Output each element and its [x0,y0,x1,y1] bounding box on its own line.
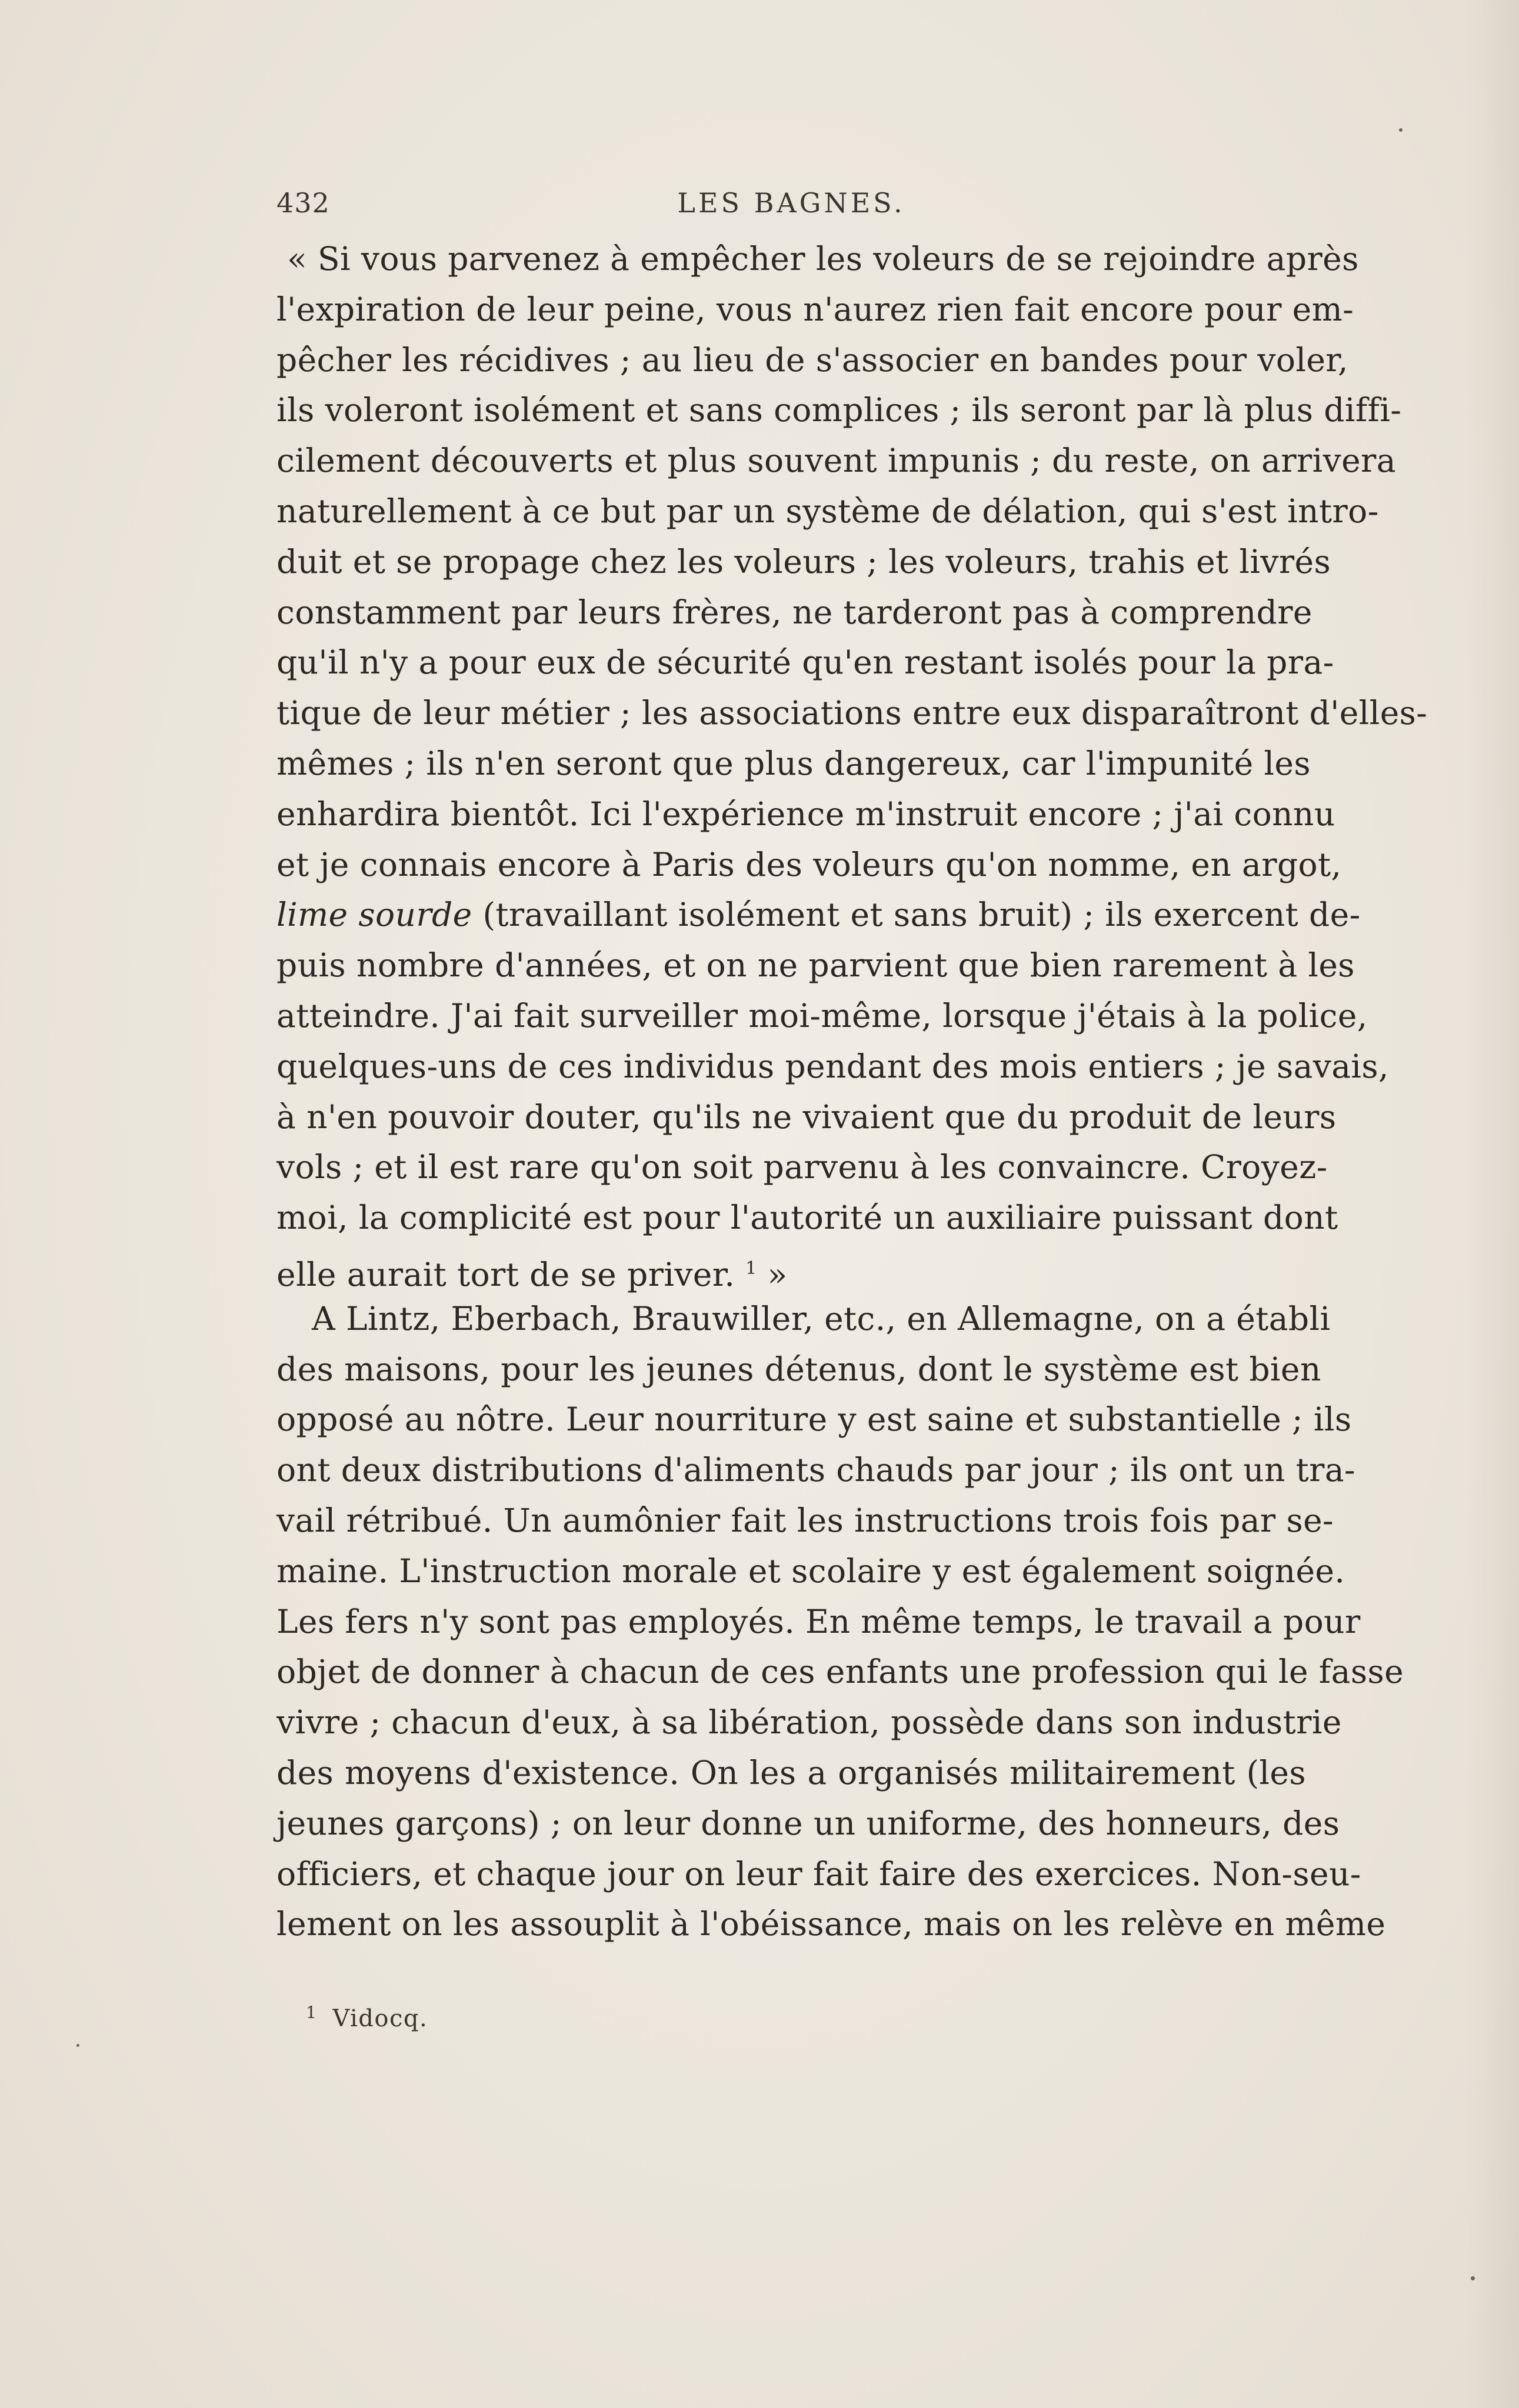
text-line: lement on les assouplit à l'obéissance, mais on les relève en même [277,1905,1386,1943]
text-line: vols ; et il est rare qu'on soit parvenu à les convaincre. Croyez- [277,1148,1328,1186]
paper-speck [1471,2276,1475,2280]
text-line: Les fers n'y sont pas employés. En même temps, le travail a pour [277,1602,1361,1640]
paper-speck [76,2044,79,2047]
text-line-remainder: (travaillant isolément et sans bruit) ; ils exercent de- [482,896,1361,934]
italic-phrase: lime sourde [277,896,472,934]
text-line: cilement découverts et plus souvent impunis ; du reste, on arrivera [277,442,1396,480]
running-head [277,187,1306,228]
running-title: LES BAGNES. [677,187,905,219]
text-line-last [277,1243,1306,1294]
text-line: qu'il n'y a pour eux de sécurité qu'en restant isolés pour la pra- [277,643,1334,682]
text-line: enhardira bientôt. Ici l'expérience m'instruit encore ; j'ai connu [277,795,1335,833]
footnote-mark: 1 [306,2003,318,2022]
text-line: « Si vous parvenez à empêcher les voleurs de se rejoindre après [287,240,1359,278]
text-line: objet de donner à chacun de ces enfants une profession qui le fasse [277,1653,1404,1691]
text-line: maine. L'instruction morale et scolaire y est également soignée. [277,1552,1345,1590]
text-line: officiers, et chaque jour on leur fait faire des exercices. Non-seu- [277,1855,1361,1893]
footnote [306,2003,428,2032]
page-edge-shadow [1466,0,1519,2408]
text-line: des maisons, pour les jeunes détenus, dont le système est bien [277,1350,1321,1388]
text-line: jeunes garçons) ; on leur donne un uniforme, des honneurs, des [277,1804,1340,1842]
text-line: constamment par leurs frères, ne tarderont pas à comprendre [277,593,1313,631]
paper-speck [1399,128,1403,132]
text-line: puis nombre d'années, et on ne parvient que bien rarement à les [277,946,1355,985]
text-line: moi, la complicité est pour l'autorité un auxiliaire puissant dont [277,1199,1338,1237]
text-line: des moyens d'existence. On les a organisés militairement (les [277,1753,1306,1792]
text-line: naturellement à ce but par un système de délation, qui s'est intro- [277,492,1379,530]
text-line: A Lintz, Eberbach, Brauwiller, etc., en Allemagne, on a établi [312,1299,1331,1338]
text-line: vivre ; chacun d'eux, à sa libération, possède dans son industrie [277,1703,1342,1742]
text-line: quelques-uns de ces individus pendant des mois entiers ; je savais, [277,1047,1389,1085]
body-text [277,234,1428,1950]
text-line-with-italic [277,890,1361,940]
text-line: duit et se propage chez les voleurs ; les voleurs, trahis et livrés [277,542,1331,581]
text-line: mêmes ; ils n'en seront que plus dangereux, car l'impunité les [277,744,1311,782]
text-line: ont deux distributions d'aliments chauds par jour ; ils ont un tra- [277,1451,1356,1489]
text-line: l'expiration de leur peine, vous n'aurez rien fait encore pour em- [277,290,1354,328]
footnote-reference[interactable]: 1 [745,1258,757,1279]
text-line: et je connais encore à Paris des voleurs qu'on nomme, en argot, [277,845,1342,883]
text-line: atteindre. J'ai fait surveiller moi-même, lorsque j'étais à la police, [277,996,1368,1035]
text-line: opposé au nôtre. Leur nourriture y est saine et substantielle ; ils [277,1400,1352,1439]
text-line: à n'en pouvoir douter, qu'ils ne vivaient que du produit de leurs [277,1098,1337,1136]
footnote-text: Vidocq. [332,2005,428,2032]
text-line: tique de leur métier ; les associations entre eux disparaîtront d'elles- [277,694,1428,732]
text-line: vail rétribué. Un aumônier fait les instructions trois fois par se- [277,1501,1334,1539]
page-number: 432 [277,187,330,219]
closing-quote: » [767,1255,788,1293]
text-line-content: elle aurait tort de se priver. [277,1255,735,1293]
text-line: pêcher les récidives ; au lieu de s'associer en bandes pour voler, [277,341,1348,379]
text-line: ils voleront isolément et sans complices ; ils seront par là plus diffi- [277,391,1402,429]
